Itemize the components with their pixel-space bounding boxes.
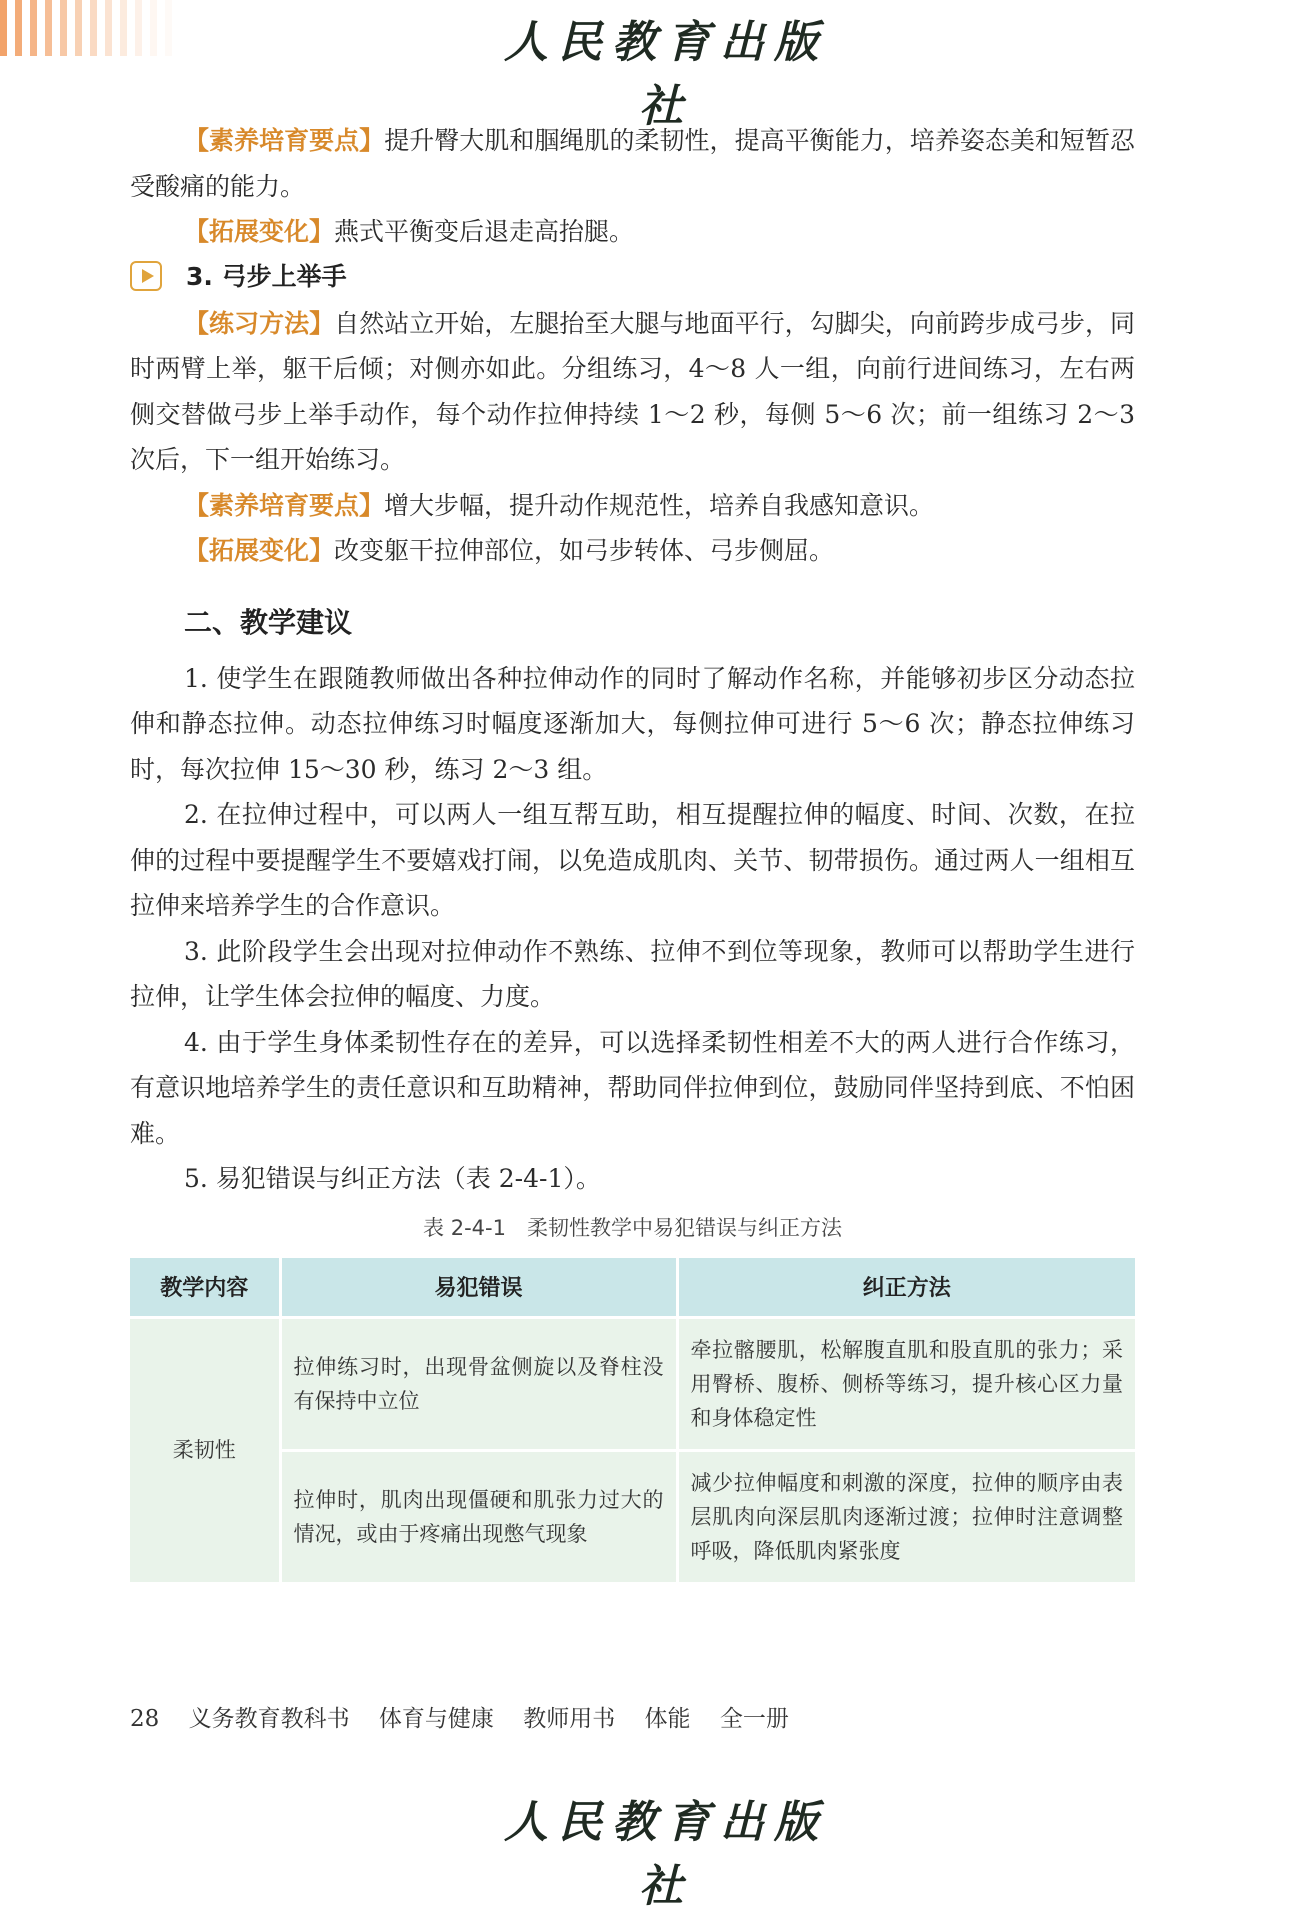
advice-item-5: 5. 易犯错误与纠正方法（表 2-4-1）。 (184, 1164, 601, 1193)
method-paragraph (130, 301, 1135, 483)
play-icon[interactable] (130, 261, 162, 291)
header-fix: 纠正方法 (677, 1258, 1135, 1318)
page-footer (130, 1700, 811, 1733)
errors-table (130, 1258, 1135, 1583)
advice-item-3: 3. 此阶段学生会出现对拉伸动作不熟练、拉伸不到位等现象，教师可以帮助学生进行拉伸，让学生体会拉伸的幅度、力度。 (130, 936, 1135, 1011)
table-caption: 表 2-4-1 柔韧性教学中易犯错误与纠正方法 (423, 1215, 842, 1240)
method-text: 自然站立开始，左腿抬至大腿与地面平行，勾脚尖，向前跨步成弓步，同时两臂上举，躯干后倾；对侧亦如此。分组练习，4～8 人一组，向前行进间练习，左右两侧交替做弓步上举手动作，每个动作拉伸持续 1～2 秒，每侧 5～6 次；前一组练习 2～3 次后，下一组开始练习。 (130, 308, 1135, 474)
book-series: 义务教育教科书 (188, 1706, 350, 1732)
exercise-title: 3. 弓步上举手 (186, 261, 347, 291)
error-cell: 拉伸练习时，出现骨盆侧旋以及脊柱没有保持中立位 (280, 1317, 677, 1450)
book-subject: 体育与健康 (378, 1706, 494, 1732)
literacy-text-2: 增大步幅，提升动作规范性，培养自我感知意识。 (384, 490, 935, 520)
extension-text-2: 改变躯干拉伸部位，如弓步转体、弓步侧屈。 (334, 536, 835, 565)
category-cell: 柔韧性 (130, 1317, 280, 1582)
extension-paragraph (130, 209, 1135, 255)
page-number: 28 (130, 1706, 160, 1732)
advice-item-2: 2. 在拉伸过程中，可以两人一组互帮互助，相互提醒拉伸的幅度、时间、次数，在拉伸的过程中要提醒学生不要嬉戏打闹，以免造成肌肉、关节、韧带损伤。通过两人一组相互拉伸来培养学生的合作意识。 (130, 800, 1135, 920)
literacy-paragraph (130, 118, 1135, 209)
book-topic: 体能 (644, 1706, 691, 1732)
publisher-logo-bottom: 人民教育出版社 (504, 1797, 828, 1912)
extension-label-2: 【拓展变化】 (184, 536, 335, 565)
advice-item-1: 1. 使学生在跟随教师做出各种拉伸动作的同时了解动作名称，并能够初步区分动态拉伸和静态拉伸。动态拉伸练习时幅度逐渐加大，每侧拉伸可进行 5～6 次；静态拉伸练习时，每次拉伸 15～30 秒，练习 2～3 组。 (130, 663, 1135, 784)
literacy-label-2: 【素养培育要点】 (184, 490, 385, 520)
literacy-paragraph-2 (130, 483, 1135, 529)
main-content (130, 118, 1135, 1582)
extension-paragraph-2 (130, 528, 1135, 574)
header-content: 教学内容 (130, 1258, 280, 1318)
literacy-label: 【素养培育要点】 (184, 126, 385, 155)
method-label: 【练习方法】 (184, 308, 335, 338)
table-row (130, 1450, 1135, 1582)
fix-cell: 牵拉髂腰肌，松解腹直肌和股直肌的张力；采用臀桥、腹桥、侧桥等练习，提升核心区力量和身体稳定性 (677, 1317, 1135, 1450)
book-type: 教师用书 (523, 1706, 616, 1732)
extension-label: 【拓展变化】 (184, 217, 335, 246)
publisher-logo-top: 人民教育出版社 (504, 17, 828, 132)
error-cell: 拉伸时，肌肉出现僵硬和肌张力过大的情况，或由于疼痛出现憋气现象 (280, 1450, 677, 1582)
section-title: 二、教学建议 (184, 605, 353, 639)
exercise-heading (130, 255, 1135, 301)
table-header-row (130, 1258, 1135, 1318)
fix-cell: 减少拉伸幅度和刺激的深度，拉伸的顺序由表层肌肉向深层肌肉逐渐过渡；拉伸时注意调整呼吸，降低肌肉紧张度 (677, 1450, 1135, 1582)
literacy-text: 提升臀大肌和腘绳肌的柔韧性，提高平衡能力，培养姿态美和短暂忍受酸痛的能力。 (130, 126, 1135, 201)
table-row (130, 1317, 1135, 1450)
header-decoration-stripes (0, 0, 270, 56)
header-error: 易犯错误 (280, 1258, 677, 1318)
book-volume: 全一册 (719, 1706, 789, 1732)
extension-text: 燕式平衡变后退走高抬腿。 (334, 217, 635, 246)
advice-item-4: 4. 由于学生身体柔韧性存在的差异，可以选择柔韧性相差不大的两人进行合作练习，有意识地培养学生的责任意识和互助精神，帮助同伴拉伸到位，鼓励同伴坚持到底、不怕困难。 (130, 1027, 1135, 1148)
